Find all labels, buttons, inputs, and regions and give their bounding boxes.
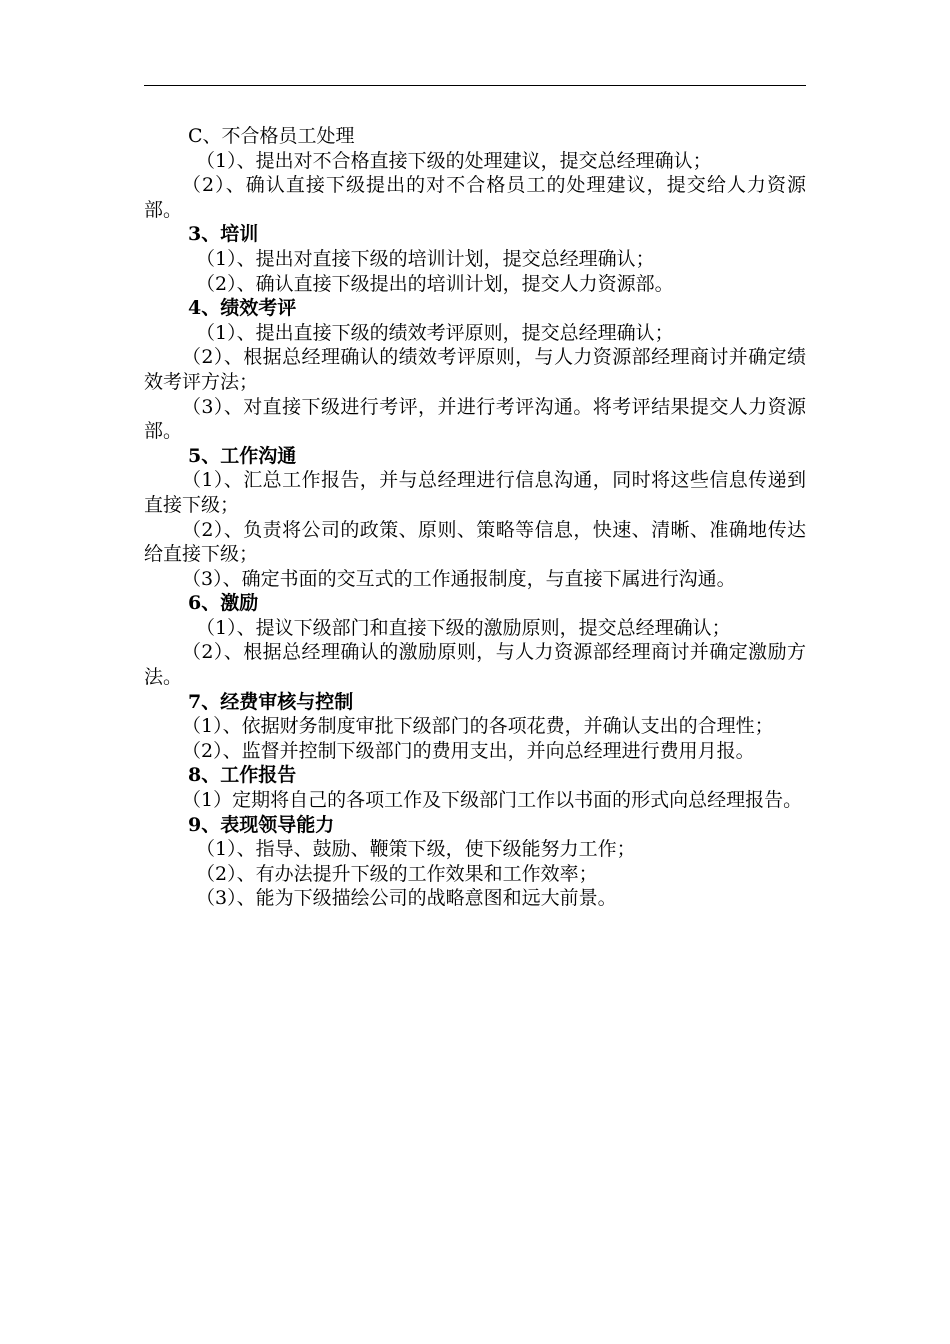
- section-c-item-1: （1）、提出对不合格直接下级的处理建议，提交总经理确认；: [196, 149, 712, 172]
- section-9-item-3: （3）、能为下级描绘公司的战略意图和远大前景。: [196, 887, 617, 910]
- section-3-item-2: （2）、确认直接下级提出的培训计划，提交人力资源部。: [196, 272, 674, 295]
- section-4-item-2: （2）、根据总经理确认的绩效考评原则，与人力资源部经理商讨并确定绩效考评方法；: [144, 346, 806, 393]
- section-8-item-1: （1）定期将自己的各项工作及下级部门工作以书面的形式向总经理报告。: [182, 789, 803, 812]
- section-9-heading: 9、表现领导能力: [188, 813, 335, 836]
- section-7-item-2: （2）、监督并控制下级部门的费用支出，并向总经理进行费用月报。: [182, 739, 755, 762]
- section-5-item-1: （1）、汇总工作报告，并与总经理进行信息沟通，同时将这些信息传递到直接下级；: [144, 469, 806, 516]
- section-8-heading: 8、工作报告: [188, 764, 297, 787]
- header-rule: [144, 85, 806, 86]
- section-4-item-1: （1）、提出直接下级的绩效考评原则，提交总经理确认；: [196, 321, 674, 344]
- section-5-heading: 5、工作沟通: [188, 444, 297, 467]
- section-5-item-3: （3）、确定书面的交互式的工作通报制度，与直接下属进行沟通。: [182, 567, 736, 590]
- section-7-heading: 7、经费审核与控制: [188, 690, 354, 713]
- section-5-item-2: （2）、负责将公司的政策、原则、策略等信息，快速、清晰、准确地传达给直接下级；: [144, 518, 806, 566]
- section-4-heading: 4、绩效考评: [188, 297, 297, 320]
- section-7-item-1: （1）、依据财务制度审批下级部门的各项花费，并确认支出的合理性；: [182, 715, 774, 738]
- section-6-heading: 6、激励: [188, 592, 259, 615]
- section-9-item-2: （2）、有办法提升下级的工作效果和工作效率；: [196, 862, 598, 885]
- section-3-item-1: （1）、提出对直接下级的培训计划，提交总经理确认；: [196, 247, 655, 270]
- section-6-item-1: （1）、提议下级部门和直接下级的激励原则，提交总经理确认；: [196, 616, 731, 639]
- section-6-item-2: （2）、根据总经理确认的激励原则，与人力资源部经理商讨并确定激励方法。: [144, 641, 806, 689]
- document-body: [144, 124, 806, 911]
- section-9-item-1: （1）、指导、鼓励、鞭策下级，使下级能努力工作；: [196, 838, 636, 861]
- section-c-heading: C、不合格员工处理: [188, 125, 355, 147]
- section-c-item-2: （2）、确认直接下级提出的对不合格员工的处理建议，提交给人力资源部。: [144, 174, 806, 221]
- section-4-item-3: （3）、对直接下级进行考评，并进行考评沟通。将考评结果提交人力资源部。: [144, 395, 806, 443]
- section-3-heading: 3、培训: [188, 223, 259, 246]
